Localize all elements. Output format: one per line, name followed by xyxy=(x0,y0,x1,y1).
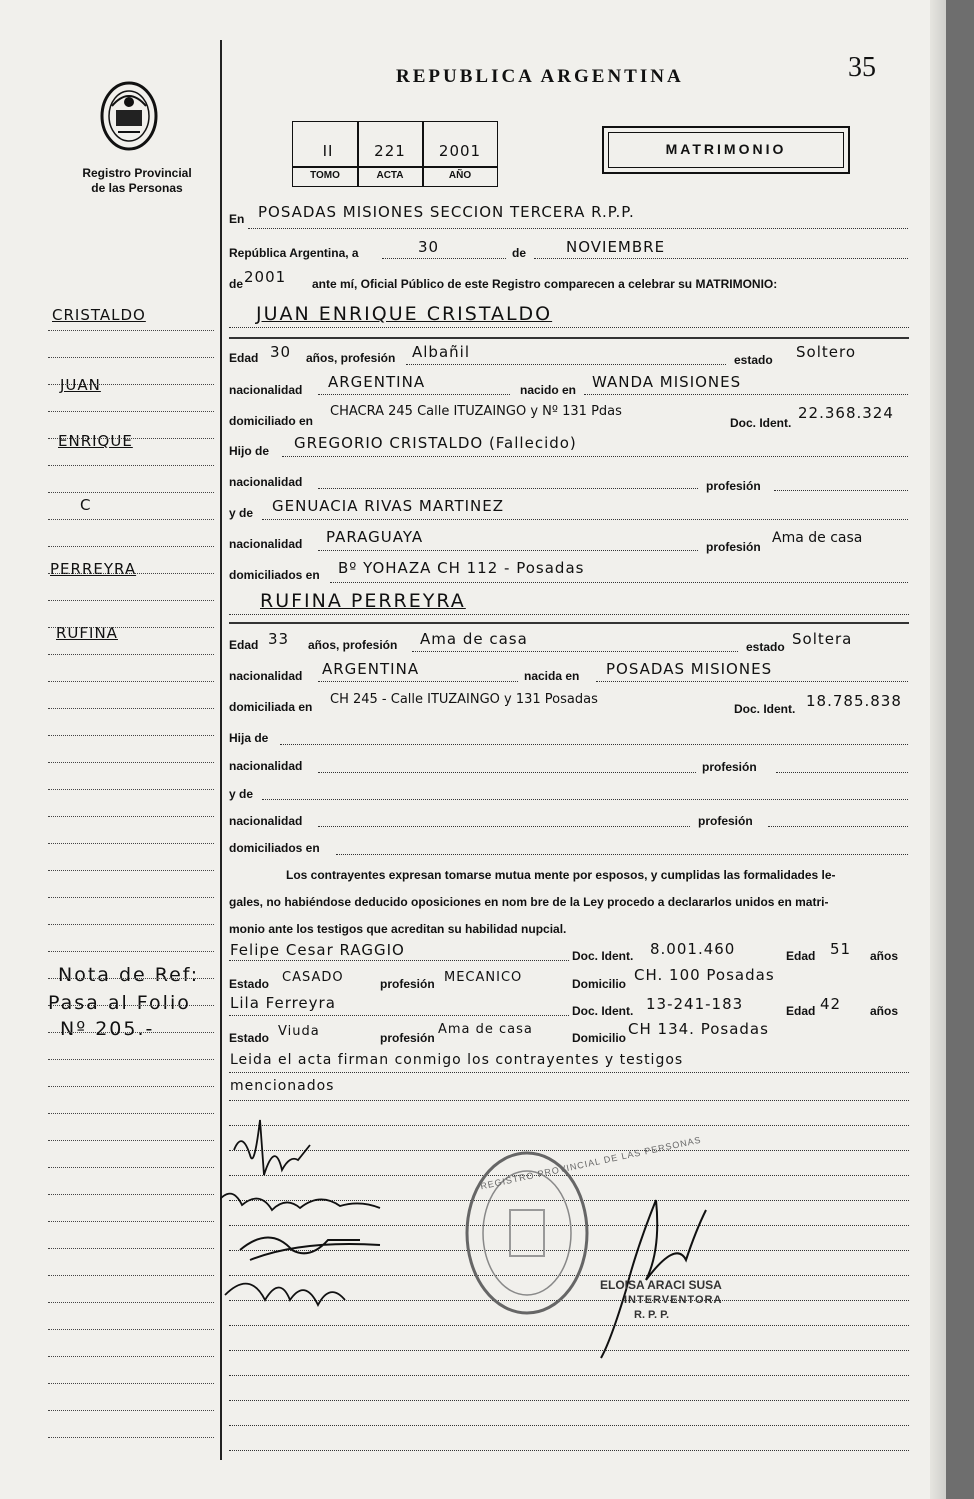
margin-reference-note-1: Nota de Ref: xyxy=(58,964,200,986)
page-curl xyxy=(930,0,946,1499)
groom-status-label: estado xyxy=(734,353,773,367)
margin-first-name: JUAN xyxy=(60,376,101,394)
body-rule-line xyxy=(229,1425,909,1426)
witness-2-age-label: Edad xyxy=(786,1004,816,1018)
groom-mother-profession-label: profesión xyxy=(706,540,761,554)
groom-status: Soltero xyxy=(796,343,856,361)
declaration-line-1: Los contrayentes expresan tomarse mutua mente por esposos, y cumplidas las formalidades le- xyxy=(286,868,836,882)
margin-rule-line xyxy=(48,357,214,358)
margin-rule-line xyxy=(48,1329,214,1330)
registry-line-1: Registro Provincial xyxy=(82,166,192,180)
margin-rule-line xyxy=(48,627,214,628)
groom-nationality: ARGENTINA xyxy=(328,373,426,391)
margin-rule-line xyxy=(48,1059,214,1060)
witness-2-address: CH 134. Posadas xyxy=(628,1020,769,1038)
closing-line-1: Leida el acta firman conmigo los contrayentes y testigos xyxy=(230,1052,684,1068)
witness-2-doc-label: Doc. Ident. xyxy=(572,1004,634,1018)
groom-profession-label: años, profesión xyxy=(306,351,396,365)
margin-rule-line xyxy=(48,870,214,871)
witness-2-doc: 13-241-183 xyxy=(646,995,744,1013)
bride-nationality: ARGENTINA xyxy=(322,660,420,678)
bride-birthplace-label: nacida en xyxy=(524,669,580,683)
margin-rule-line xyxy=(48,708,214,709)
groom-age: 30 xyxy=(270,343,292,361)
en-label: En xyxy=(229,212,245,226)
margin-reference-note-3: Nº 205.- xyxy=(60,1018,155,1040)
bride-doc-label: Doc. Ident. xyxy=(734,702,796,716)
witness-2-anos-label: años xyxy=(870,1004,899,1018)
margin-rule-line xyxy=(48,1275,214,1276)
margin-rule-line xyxy=(48,843,214,844)
body-rule-line xyxy=(229,1350,909,1351)
groom-father-label: Hijo de xyxy=(229,444,270,458)
closing-line-2: mencionados xyxy=(230,1078,335,1094)
signatures-group xyxy=(220,1100,420,1330)
margin-rule-line xyxy=(48,789,214,790)
bride-mother-profession-label: profesión xyxy=(698,814,753,828)
month-de-label: de xyxy=(512,246,527,260)
witness-1-profession: MECANICO xyxy=(444,970,523,985)
margin-rule-line xyxy=(48,897,214,898)
groom-nationality-label: nacionalidad xyxy=(229,383,303,397)
groom-mother-nationality-label: nacionalidad xyxy=(229,537,303,551)
margin-reference-note-2: Pasa al Folio xyxy=(48,992,191,1014)
groom-father-nationality-label: nacionalidad xyxy=(229,475,303,489)
bride-mother-nationality-label: nacionalidad xyxy=(229,814,303,828)
margin-rule-line xyxy=(48,600,214,601)
margin-rule-line xyxy=(48,573,214,574)
bride-profession-label: años, profesión xyxy=(308,638,398,652)
seal-text: REGISTRO PROVINCIAL DE LAS PERSONAS xyxy=(479,1134,703,1192)
acta-label: ACTA xyxy=(376,170,404,181)
margin-rule-line xyxy=(48,1437,214,1438)
groom-doc: 22.368.324 xyxy=(798,404,894,422)
margin-rule-line xyxy=(48,1167,214,1168)
bride-profession: Ama de casa xyxy=(420,630,528,648)
groom-father: GREGORIO CRISTALDO (Fallecido) xyxy=(294,434,577,452)
witness-1-status: CASADO xyxy=(282,970,344,985)
bride-birthplace: POSADAS MISIONES xyxy=(606,660,773,678)
margin-rule-line xyxy=(48,546,214,547)
margin-rule-line xyxy=(48,465,214,466)
background-edge xyxy=(946,0,974,1499)
groom-mother-nationality: PARAGUAYA xyxy=(326,528,424,546)
margin-rule-line xyxy=(48,1356,214,1357)
bride-age-label: Edad xyxy=(229,638,259,652)
witness-2-age: 42 xyxy=(820,995,842,1013)
official-title: INTERVENTORA xyxy=(624,1294,723,1306)
page-number: 35 xyxy=(848,52,876,83)
witness-1-address-label: Domicilio xyxy=(572,977,627,991)
margin-rule-line xyxy=(48,1005,214,1006)
registry-name xyxy=(76,166,198,196)
bride-address: CH 245 - Calle ITUZAINGO y 131 Posadas xyxy=(330,692,598,707)
groom-mother: GENUACIA RIVAS MARTINEZ xyxy=(272,497,505,515)
ano-value: 2001 xyxy=(438,142,482,160)
year-value: 2001 xyxy=(244,268,287,286)
groom-birthplace-label: nacido en xyxy=(520,383,577,397)
margin-rule-line xyxy=(48,681,214,682)
groom-parents-address: Bº YOHAZA CH 112 - Posadas xyxy=(338,559,585,577)
margin-rule-line xyxy=(48,951,214,952)
margin-second-name: ENRIQUE xyxy=(58,432,133,450)
groom-address-label: domiciliado en xyxy=(229,414,314,428)
body-rule-line xyxy=(229,1450,909,1451)
margin-rule-line xyxy=(48,1302,214,1303)
bride-doc: 18.785.838 xyxy=(806,692,902,710)
margin-rule-line xyxy=(48,519,214,520)
groom-full-name: JUAN ENRIQUE CRISTALDO xyxy=(256,303,553,325)
witness-1-anos-label: años xyxy=(870,949,899,963)
official-name: ELOISA ARACI SUSA xyxy=(600,1278,722,1292)
year-prefix-label: de xyxy=(229,277,244,291)
margin-bride-name: RUFINA xyxy=(56,624,118,642)
groom-mother-label: y de xyxy=(229,506,254,520)
bride-age: 33 xyxy=(268,630,290,648)
margin-rule-line xyxy=(48,1086,214,1087)
margin-rule-line xyxy=(48,1383,214,1384)
body-rule-line xyxy=(229,1375,909,1376)
witness-1-doc-label: Doc. Ident. xyxy=(572,949,634,963)
margin-rule-line xyxy=(48,924,214,925)
witness-1-doc: 8.001.460 xyxy=(650,940,736,958)
ano-label: AÑO xyxy=(448,170,472,181)
margin-connector: C xyxy=(80,496,92,514)
declaration-line-3: monio ante los testigos que acreditan su habilidad nupcial. xyxy=(229,922,567,936)
country-label: República Argentina, a xyxy=(229,246,359,260)
day-value: 30 xyxy=(418,238,440,256)
margin-rule-line xyxy=(48,438,214,439)
witness-2-status: Viuda xyxy=(278,1024,320,1039)
bride-address-label: domiciliada en xyxy=(229,700,313,714)
margin-rule-line xyxy=(48,654,214,655)
body-rule-line xyxy=(229,1400,909,1401)
witness-1-age-label: Edad xyxy=(786,949,816,963)
bride-status: Soltera xyxy=(792,630,853,648)
country-title: REPUBLICA ARGENTINA xyxy=(396,66,684,87)
bride-status-label: estado xyxy=(746,640,785,654)
tomo-label: TOMO xyxy=(310,170,340,181)
margin-rule-line xyxy=(48,1113,214,1114)
margin-rule-line xyxy=(48,1410,214,1411)
official-signature xyxy=(596,1190,716,1360)
margin-surname: CRISTALDO xyxy=(52,306,146,324)
margin-rule-line xyxy=(48,411,214,412)
month-value: NOVIEMBRE xyxy=(566,238,666,256)
witness-1-age: 51 xyxy=(830,940,852,958)
tomo-value: II xyxy=(322,142,334,160)
witness-2-address-label: Domicilio xyxy=(572,1031,627,1045)
groom-doc-label: Doc. Ident. xyxy=(730,416,792,430)
bride-full-name: RUFINA PERREYRA xyxy=(260,590,466,612)
margin-rule-line xyxy=(48,1032,214,1033)
margin-rule-line xyxy=(48,816,214,817)
witness-2-status-label: Estado xyxy=(229,1031,270,1045)
bride-mother-label: y de xyxy=(229,787,254,801)
record-type: MATRIMONIO xyxy=(665,141,787,157)
acta-value: 221 xyxy=(374,142,406,160)
witness-1-address: CH. 100 Posadas xyxy=(634,966,775,984)
provincial-coat-of-arms-icon xyxy=(98,76,160,152)
official-office: R. P. P. xyxy=(634,1309,670,1321)
margin-rule-line xyxy=(48,1248,214,1249)
witness-2-profession-label: profesión xyxy=(380,1031,435,1045)
margin-rule-line xyxy=(48,1140,214,1141)
groom-birthplace: WANDA MISIONES xyxy=(592,373,742,391)
declaration-line-2: gales, no habiéndose deducido oposiciones en nom bre de la Ley procedo a declararlos unidos en matri- xyxy=(229,895,829,909)
bride-father-nationality-label: nacionalidad xyxy=(229,759,303,773)
bride-parents-address-label: domiciliados en xyxy=(229,841,320,855)
groom-father-profession-label: profesión xyxy=(706,479,761,493)
witness-2-name: Lila Ferreyra xyxy=(230,994,336,1012)
record-type-box xyxy=(602,126,850,174)
margin-bride-surname: PERREYRA xyxy=(50,560,137,578)
bride-father-label: Hija de xyxy=(229,731,269,745)
witness-2-profession: Ama de casa xyxy=(438,1022,533,1037)
margin-rule-line xyxy=(48,762,214,763)
groom-parents-address-label: domiciliados en xyxy=(229,568,320,582)
witness-1-status-label: Estado xyxy=(229,977,270,991)
groom-address: CHACRA 245 Calle ITUZAINGO y Nº 131 Pdas xyxy=(330,404,622,419)
groom-age-label: Edad xyxy=(229,351,259,365)
margin-rule-line xyxy=(48,978,214,979)
groom-mother-profession: Ama de casa xyxy=(772,530,863,546)
groom-profession: Albañil xyxy=(412,343,470,361)
margin-rule-line xyxy=(48,384,214,385)
bride-nationality-label: nacionalidad xyxy=(229,669,303,683)
registry-line-2: de las Personas xyxy=(91,181,183,195)
margin-rule-line xyxy=(48,1221,214,1222)
margin-rule-line xyxy=(48,1194,214,1195)
witness-1-profession-label: profesión xyxy=(380,977,435,991)
appearance-statement: ante mí, Oficial Público de este Registro comparecen a celebrar su MATRIMONIO: xyxy=(312,277,778,291)
margin-rule-line xyxy=(48,735,214,736)
margin-rule-line xyxy=(48,492,214,493)
place-of-record: POSADAS MISIONES SECCION TERCERA R.P.P. xyxy=(258,203,635,221)
witness-1-name: Felipe Cesar RAGGIO xyxy=(230,941,405,959)
bride-father-profession-label: profesión xyxy=(702,760,757,774)
margin-rule-line xyxy=(48,330,214,331)
